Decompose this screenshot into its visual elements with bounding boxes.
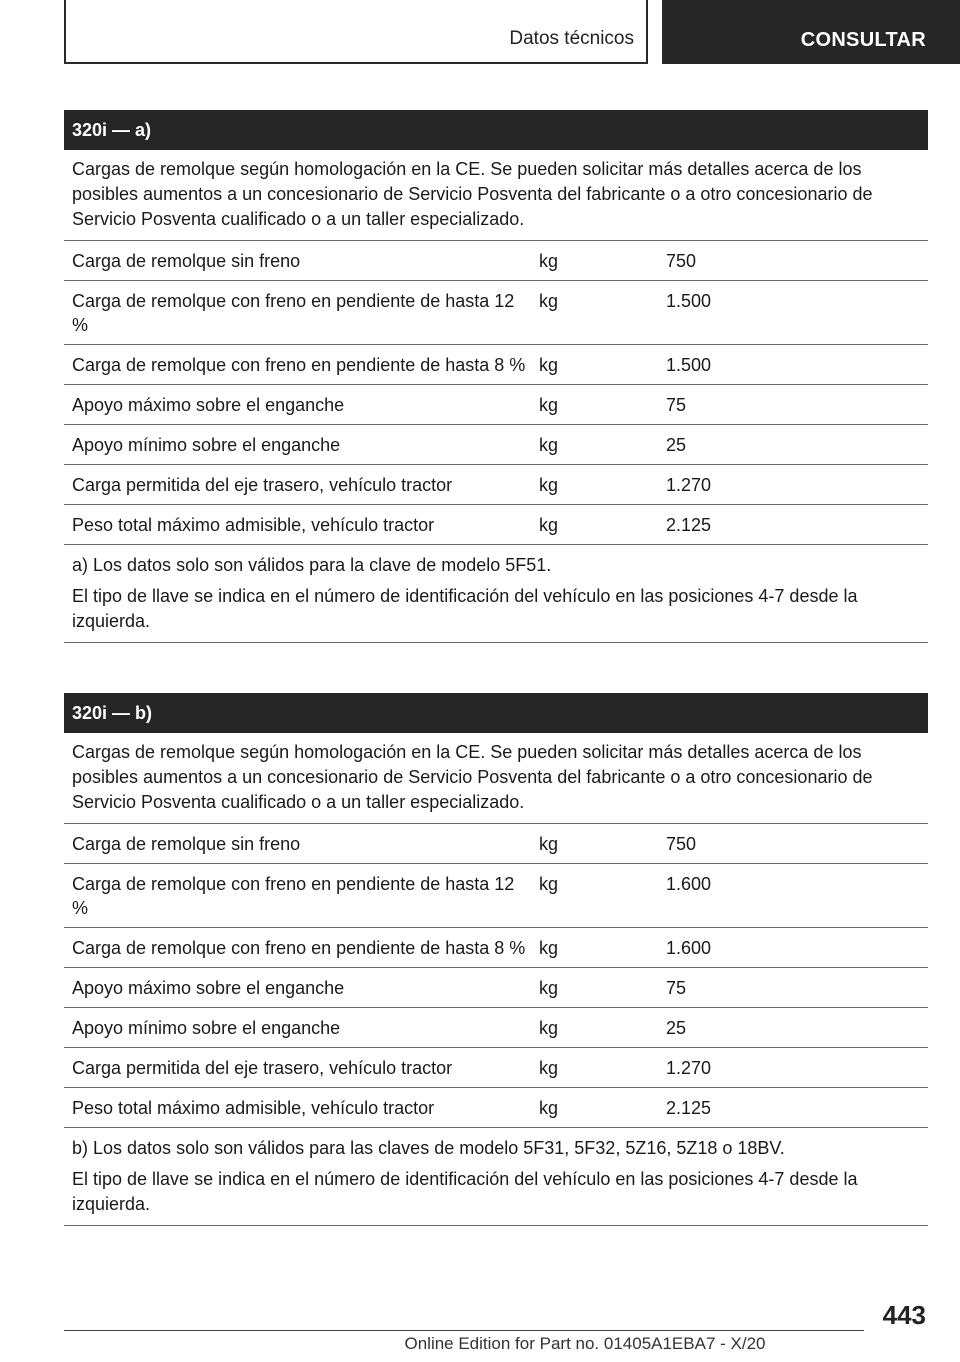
row-unit: kg [539,1018,559,1038]
row-value: 1.600 [666,874,712,894]
table-row [64,1088,928,1128]
row-value: 2.125 [666,1098,712,1118]
table-row [64,241,928,281]
row-label: Peso total máximo admisible, vehículo tractor [72,515,435,535]
section-title: 320i — b) [64,693,928,733]
row-label: Carga permitida del eje trasero, vehículo tractor [72,1058,453,1078]
row-value: 25 [666,1018,687,1038]
row-label: Carga de remolque con freno en pendiente de hasta 8 % [72,938,526,958]
row-unit: kg [539,1098,559,1118]
table-row [64,1008,928,1048]
row-value: 75 [666,395,687,415]
footnote: El tipo de llave se indica en el número de identificación del vehículo en las posiciones 4-7 desde la izquierda. [72,1169,858,1214]
row-unit: kg [539,395,559,415]
row-value: 750 [666,834,697,854]
row-value: 1.500 [666,355,712,375]
section-intro: Cargas de remolque según homologación en la CE. Se pueden solicitar más detalles acerca de los posibles aumentos a un concesionario de Servicio Posventa del fabricante o a otro concesionario de Servicio Posventa cualificado o a un taller especializado. [64,733,928,824]
footnote: El tipo de llave se indica en el número de identificación del vehículo en las posiciones 4-7 desde la izquierda. [72,586,858,631]
footnote: b) Los datos solo son válidos para las claves de modelo 5F31, 5F32, 5Z16, 5Z18 o 18BV. [72,1138,785,1158]
row-label: Carga de remolque con freno en pendiente de hasta 8 % [72,355,526,375]
header-section-title: Datos técnicos [509,28,634,49]
row-value: 1.600 [666,938,712,958]
table-row [64,1048,928,1088]
row-label: Carga permitida del eje trasero, vehículo tractor [72,475,453,495]
section-intro: Cargas de remolque según homologación en la CE. Se pueden solicitar más detalles acerca de los posibles aumentos a un concesionario de Servicio Posventa del fabricante o a otro concesionario de Servicio Posventa cualificado o a un taller especializado. [64,150,928,241]
row-unit: kg [539,874,559,894]
row-unit: kg [539,355,559,375]
page-number: 443 [882,1300,926,1330]
row-label: Peso total máximo admisible, vehículo tractor [72,1098,435,1118]
footer-divider [64,1330,864,1331]
table-row [64,465,928,505]
row-value: 1.500 [666,291,712,311]
row-label: Carga de remolque con freno en pendiente de hasta 12 % [72,874,515,918]
row-unit: kg [539,938,559,958]
row-label: Carga de remolque sin freno [72,834,301,854]
table-notes [64,1128,928,1226]
row-unit: kg [539,1058,559,1078]
row-value: 2.125 [666,515,712,535]
table-row [64,345,928,385]
footer-edition: Online Edition for Part no. 01405A1EBA7 - X/20 [404,1334,766,1353]
section-title: 320i — a) [64,110,928,150]
table-row [64,824,928,864]
row-unit: kg [539,978,559,998]
table-row [64,505,928,545]
row-value: 1.270 [666,475,712,495]
table-row [64,928,928,968]
table-row [64,968,928,1008]
spec-table-b [64,693,928,1226]
row-value: 750 [666,251,697,271]
table-row [64,385,928,425]
header-section-box [64,0,648,64]
row-unit: kg [539,435,559,455]
row-value: 1.270 [666,1058,712,1078]
row-label: Apoyo mínimo sobre el enganche [72,435,341,455]
row-unit: kg [539,251,559,271]
row-value: 75 [666,978,687,998]
row-unit: kg [539,475,559,495]
row-unit: kg [539,834,559,854]
row-label: Apoyo máximo sobre el enganche [72,395,345,415]
row-unit: kg [539,515,559,535]
row-label: Apoyo mínimo sobre el enganche [72,1018,341,1038]
header-tab[interactable] [662,0,960,64]
row-label: Carga de remolque sin freno [72,251,301,271]
footnote: a) Los datos solo son válidos para la clave de modelo 5F51. [72,555,552,575]
row-label: Carga de remolque con freno en pendiente de hasta 12 % [72,291,515,335]
table-row [64,425,928,465]
table-row [64,864,928,928]
table-row [64,281,928,345]
row-value: 25 [666,435,687,455]
spec-table-a [64,110,928,643]
row-unit: kg [539,291,559,311]
table-notes [64,545,928,643]
row-label: Apoyo máximo sobre el enganche [72,978,345,998]
header-tab-label: CONSULTAR [800,29,926,51]
